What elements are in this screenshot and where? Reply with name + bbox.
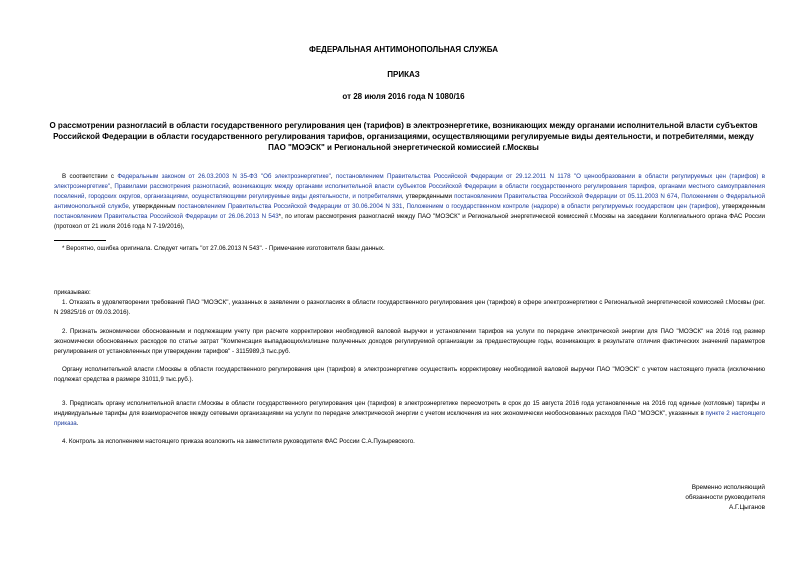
- preamble: [54, 172, 765, 233]
- preamble-text-4: , утвержденными: [401, 193, 455, 201]
- item-2-text: 2. Признать экономически обоснованным и подлежащим учету при расчете корректировки необходимой валовой выручки и установлении тарифов на услуги по передаче электрической энергии для ПАО "МОЭСК" на 2016 год размер экономически обоснованных расходов по статье затрат "Компенсация выпадающих/излишне полученных доходов регулируемой организации за предшествующие годы, возникающих в результате отличия фактических значений параметров регулирования от установленных при утверждении тарифов" - 3115989,3 тыс.руб.: [54, 328, 765, 356]
- preamble-text-7: ,: [402, 203, 407, 211]
- item-4-text: 4. Контроль за исполнением настоящего приказа возложить на заместителя руководителя ФАС России С.А.Пузыревского.: [62, 438, 415, 445]
- document-title: О рассмотрении разногласий в области государственного регулирования цен (тарифов) в электроэнергетике, возникающих между органами исполнительной власти субъектов Российской Федерации в области государственного регулирования тарифов, организациями, осуществляющими регулируемые виды деятельности, и потребителями, между ПАО "МОЭСК" и Региональной энергетической комиссией г.Москвы: [49, 121, 758, 152]
- link-item-2[interactable]: пункте 2 настоящего приказа: [54, 410, 765, 428]
- agency-name: ФЕДЕРАЛЬНАЯ АНТИМОНОПОЛЬНАЯ СЛУЖБА: [309, 45, 498, 54]
- order-word: приказываю:: [54, 289, 91, 296]
- item-2: [54, 327, 765, 357]
- preamble-text-6: , утвержденным: [128, 203, 178, 211]
- item-3-text: 3. Предписать органу исполнительной власти г.Москвы в области государственного регулирования цен (тарифов) в электроэнергетике пересмотреть в срок до 15 августа 2016 года установленные на 2016 год единые (котловые) тарифы и индивидуальные тарифы для взаиморасчетов между сетевыми организациями на услуги по передаче электрической энергии с учетом исключения из них экономически необоснованных расходов ПАО "МОЭСК", указанных в: [54, 400, 765, 418]
- item-1-text: 1. Отказать в удовлетворении требований ПАО "МОЭСК", указанных в заявлении о разногласиях в области государственного регулирования цен (тарифов) в сфере электроэнергетики с Региональной энергетической комиссией г.Москвы (рег. N 29825/16 от 09.03.2016).: [54, 299, 765, 317]
- link-decree-1178[interactable]: постановлением Правительства Российской Федерации от 29.12.2011 N 1178 "О ценообразовании в области регулируемых цен (тарифов) в электроэнергетике": [54, 173, 765, 191]
- link-disagreement-rules[interactable]: Правилами рассмотрения разногласий, возникающих между органами исполнительной власти субъектов Российской Федерации в области государственного регулирования тарифов, органами местного самоуправления поселений, городских округов, организациями, осуществляющими регулируемые виды деятельности, и потребителями: [54, 183, 765, 201]
- item-1: [54, 298, 765, 318]
- item-2-continuation: [54, 365, 765, 385]
- item-3: [54, 399, 765, 429]
- link-decree-674[interactable]: постановлением Правительства Российской Федерации от 05.11.2003 N 674: [454, 193, 678, 201]
- item-4: [54, 437, 765, 447]
- preamble-text-1: В соответствии с: [62, 173, 118, 180]
- item-3-end: .: [76, 420, 79, 428]
- preamble-text-8: , утвержденным: [718, 203, 765, 211]
- link-federal-law-35fz[interactable]: Федеральным законом от 26.03.2003 N 35-ФЗ "Об электроэнергетике": [117, 173, 331, 180]
- link-decree-331[interactable]: постановлением Правительства Российской Федерации от 30.06.2004 N 331: [177, 203, 403, 211]
- link-fas-regulation[interactable]: Положением о Федеральной антимонопольной службе: [54, 193, 765, 211]
- preamble-text-9: *, по итогам рассмотрения разногласий между ПАО "МОЭСК" и Региональной энергетической комиссией г.Москвы на заседании Коллегиального органа ФАС России (протокол от 21 июля 2016 года N 7-19/2016),: [54, 213, 766, 231]
- preamble-text-5: ,: [677, 193, 682, 201]
- signature-title-2: обязанности руководителя: [685, 494, 765, 501]
- preamble-text-3: ,: [110, 183, 115, 191]
- signature-name: А.Г.Цыганов: [728, 504, 765, 511]
- link-state-control-regulation[interactable]: Положением о государственном контроле (надзоре) в области регулируемых государством цен (тарифов): [406, 203, 719, 211]
- preamble-text-2: ,: [330, 173, 336, 180]
- link-decree-543[interactable]: постановлением Правительства Российской Федерации от 26.06.2013 N 543: [54, 213, 279, 221]
- item-2-continuation-text: Органу исполнительной власти г.Москвы в области государственного регулирования цен (тарифов) в электроэнергетике осуществить корректировку необходимой валовой выручки ПАО "МОЭСК" с учетом настоящего пункта (исключению подлежат средства в размере 31011,9 тыс.руб.).: [54, 366, 765, 384]
- document-type: ПРИКАЗ: [387, 70, 420, 79]
- footnote-divider: [54, 240, 106, 241]
- footnote: * Вероятно, ошибка оригинала. Следует читать "от 27.06.2013 N 543". - Примечание изготовителя базы данных.: [62, 245, 385, 252]
- document-date-number: от 28 июля 2016 года N 1080/16: [342, 92, 465, 101]
- signature-title-1: Временно исполняющий: [691, 484, 765, 491]
